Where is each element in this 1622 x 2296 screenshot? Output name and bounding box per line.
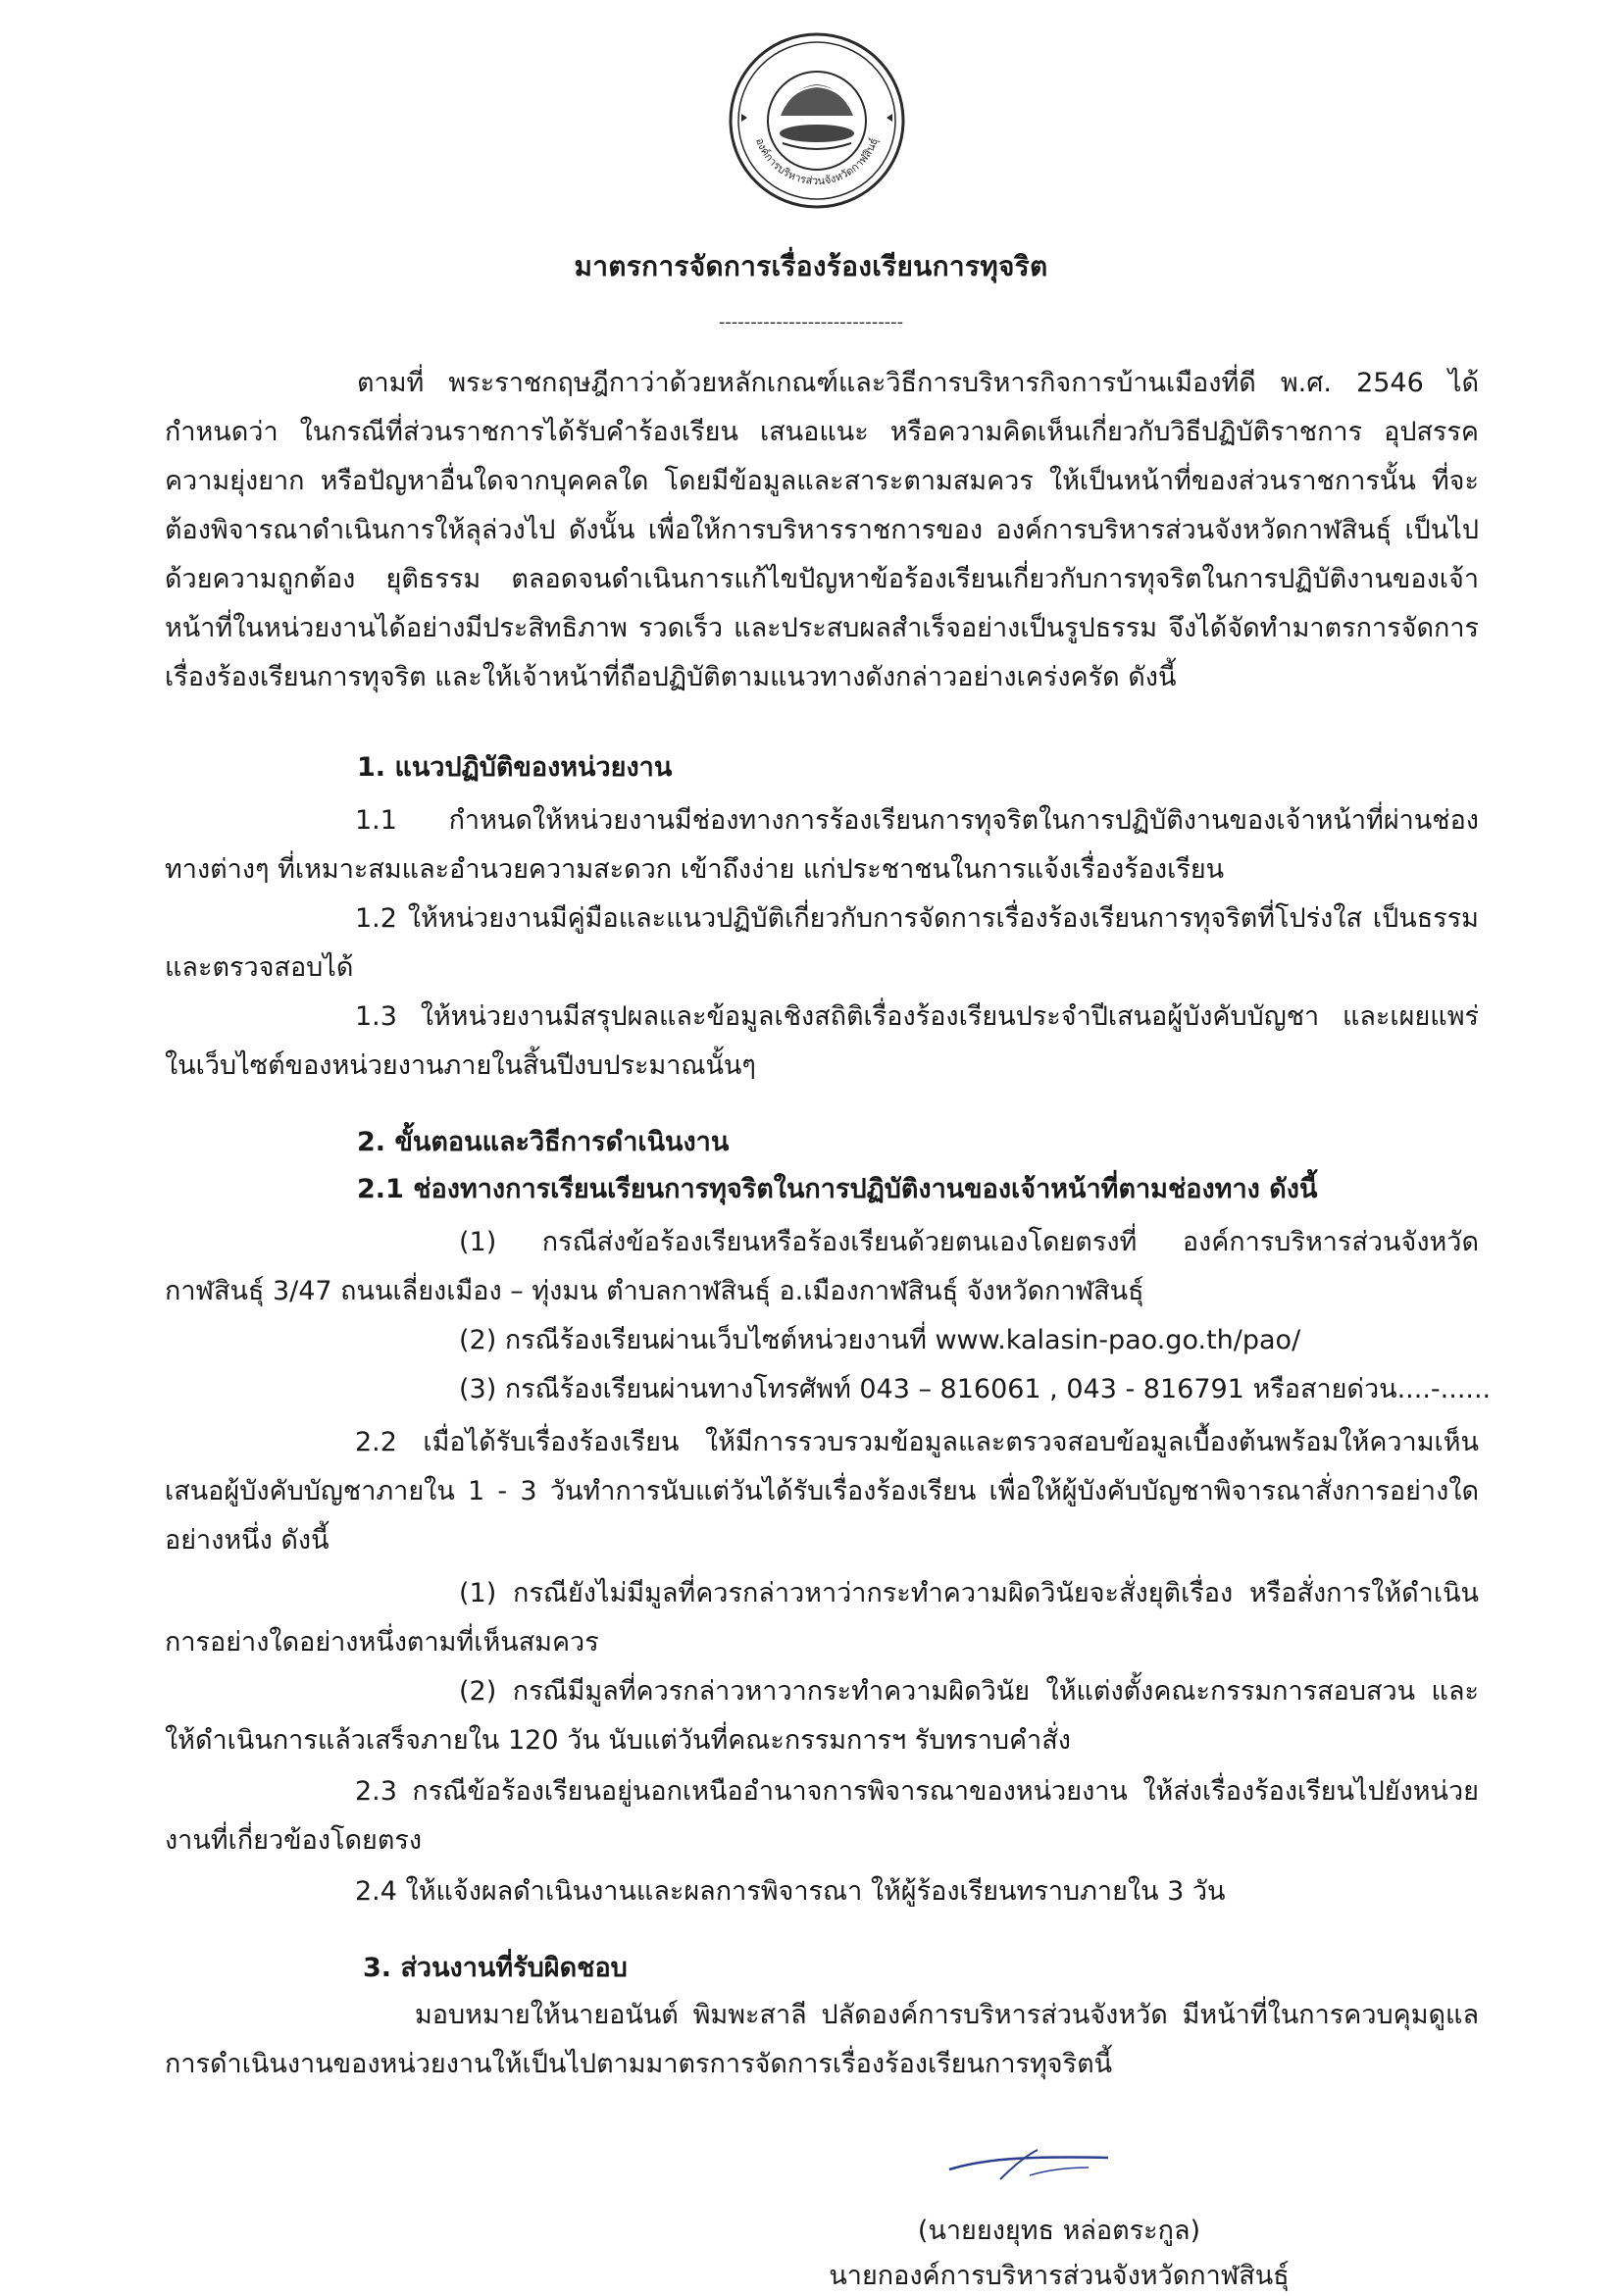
section3-paragraph [165, 1991, 1479, 2089]
item-2-2 [165, 1418, 1479, 1565]
item-1-3-text: 1.3 ให้หน่วยงานมีสรุปผลและข้อมูลเชิงสถิติเรื่องร้องเรียนประจำปีเสนอผู้บังคับบัญชา และเผยแพร่ในเว็บไซต์ของหน่วยงานภายในสิ้นปีงบประมาณนั้นๆ [165, 1001, 1479, 1081]
item-2-1 [357, 1165, 1317, 1214]
item-2-2-2-text: (2) กรณีมีมูลที่ควรกล่าวหาวากระทำความผิดวินัย ให้แต่งตั้งคณะกรรมการสอบสวน และให้ดำเนินการแล้วเสร็จภายใน 120 วัน นับแต่วันที่คณะกรรมการฯ รับทราบคำสั่ง [165, 1676, 1479, 1756]
item-1-2-text: 1.2 ให้หน่วยงานมีคู่มือและแนวปฏิบัติเกี่ยวกับการจัดการเรื่องร้องเรียนการทุจริตที่โปร่งใส เป็นธรรม และตรวจสอบได้ [165, 903, 1479, 983]
intro-text: ตามที่ พระราชกฤษฎีกาว่าด้วยหลักเกณฑ์และวิธีการบริหารกิจการบ้านเมืองที่ดี พ.ศ. 2546 ได้กำหนดว่า ในกรณีที่ส่วนราชการได้รับคำร้องเรียน เสนอแนะ หรือความคิดเห็นเกี่ยวกับวิธีปฏิบัติราชการ อุปสรรค ความยุ่งยาก หรือปัญหาอื่นใดจากบุคคลใด โดยมีข้อมูลและสาระตามสมควร ให้เป็นหน้าที่ของส่วนราชการนั้น ที่จะต้องพิจารณาดำเนินการให้ลุล่วงไป ดังนั้น เพื่อให้การบริหารราชการของ องค์การบริหารส่วนจังหวัดกาฬสินธุ์ เป็นไปด้วยความถูกต้อง ยุติธรรม ตลอดจนดำเนินการแก้ไขปัญหาข้อร้องเรียนเกี่ยวกับการทุจริตในการปฏิบัติงานของเจ้าหน้าที่ในหน่วยงานได้อย่างมีประสิทธิภาพ รวดเร็ว และประสบผลสำเร็จอย่างเป็นรูปธรรม จึงได้จัดทำมาตรการจัดการ เรื่องร้องเรียนการทุจริต และให้เจ้าหน้าที่ถือปฏิบัติตามแนวทางดังกล่าวอย่างเคร่งครัด ดังนี้ [165, 368, 1479, 692]
item-2-1-2-text: (2) กรณีร้องเรียนผ่านเว็บไซต์หน่วยงานที่ www.kalasin-pao.go.th/pao/ [459, 1325, 1301, 1355]
item-2-1-3 [459, 1365, 1491, 1414]
section2-heading: 2. ขั้นตอนและวิธีการดำเนินงาน [357, 1127, 730, 1157]
item-1-1-text: 1.1 กำหนดให้หน่วยงานมีช่องทางการร้องเรียนการทุจริตในการปฏิบัติงานของเจ้าหน้าที่ผ่านช่องทางต่างๆ ที่เหมาะสมและอำนวยความสะดวก เข้าถึงง่าย แก่ประชาชนในการแจ้งเรื่องร้องเรียน [165, 805, 1479, 885]
item-1-3 [165, 993, 1479, 1091]
item-2-1-3-text: (3) กรณีร้องเรียนผ่านทางโทรศัพท์ 043 – 816061 , 043 - 816791 หรือสายด่วน....-...... [459, 1374, 1492, 1404]
organization-seal-icon [724, 27, 910, 214]
item-2-4 [355, 1867, 1226, 1916]
svg-text:องค์การบริหารส่วนจังหวัดกาฬสิน [753, 136, 881, 187]
item-2-2-text: 2.2 เมื่อได้รับเรื่องร้องเรียน ให้มีการรวบรวมข้อมูลและตรวจสอบข้อมูลเบื้องต้นพร้อมให้ความเห็นเสนอผู้บังคับบัญชาภายใน 1 - 3 วันทำการนับแต่วันได้รับเรื่องร้องเรียน เพื่อให้ผู้บังคับบัญชาพิจารณาสั่งการอย่างใดอย่างหนึ่ง ดังนี้ [165, 1427, 1479, 1556]
item-2-1-1-text: (1) กรณีส่งข้อร้องเรียนหรือร้องเรียนด้วยตนเองโดยตรงที่ องค์การบริหารส่วนจังหวัดกาฬสินธุ์ 3/47 ถนนเลี่ยงเมือง – ทุ่งมน ตำบลกาฬสินธุ์ อ.เมืองกาฬสินธุ์ จังหวัดกาฬสินธุ์ [165, 1227, 1479, 1306]
signature-name: (นายยงยุทธ หล่อตระกูล) [917, 2216, 1201, 2246]
section3-body: มอบหมายให้นายอนันต์ พิมพะสาลี ปลัดองค์การบริหารส่วนจังหวัด มีหน้าที่ในการควบคุมดูแลการดำเนินงานของหน่วยงานให้เป็นไปตามมาตรการจัดการเรื่องร้องเรียนการทุจริตนี้ [165, 2000, 1479, 2079]
signature-position: นายกองค์การบริหารส่วนจังหวัดกาฬสินธุ์ [829, 2261, 1290, 2291]
item-2-2-1 [165, 1569, 1479, 1667]
item-2-2-1-text: (1) กรณียังไม่มีมูลที่ควรกล่าวหาว่ากระทำความผิดวินัยจะสั่งยุติเรื่อง หรือสั่งการให้ดำเนินการอย่างใดอย่างหนึ่งตามที่เห็นสมควร [165, 1578, 1479, 1658]
signature-icon [941, 2146, 1118, 2185]
item-2-3 [165, 1767, 1479, 1865]
item-2-1-2 [459, 1316, 1300, 1365]
seal-arc-text: องค์การบริหารส่วนจังหวัดกาฬสินธุ์ [753, 135, 881, 188]
item-1-2 [165, 894, 1479, 993]
item-2-3-text: 2.3 กรณีข้อร้องเรียนอยู่นอกเหนืออำนาจการพิจารณาของหน่วยงาน ให้ส่งเรื่องร้องเรียนไปยังหน่วยงานที่เกี่ยวข้องโดยตรง [165, 1776, 1479, 1856]
title-divider: ----------------------------- [718, 312, 904, 332]
page-title: มาตรการจัดการเรื่องร้องเรียนการทุจริต [574, 250, 1048, 282]
item-2-1-text: 2.1 ช่องทางการเรียนเรียนการทุจริตในการปฏิบัติงานของเจ้าหน้าที่ตามช่องทาง ดังนี้ [357, 1174, 1318, 1204]
intro-paragraph [165, 359, 1479, 702]
item-2-1-1 [165, 1218, 1479, 1316]
section1-heading: 1. แนวปฏิบัติของหน่วยงาน [357, 752, 673, 783]
item-1-1 [165, 796, 1479, 894]
section3-heading: 3. ส่วนงานที่รับผิดชอบ [363, 1953, 628, 1983]
item-2-2-2 [165, 1667, 1479, 1765]
item-2-4-text: 2.4 ให้แจ้งผลดำเนินงานและผลการพิจารณา ให้ผู้ร้องเรียนทราบภายใน 3 วัน [355, 1876, 1226, 1907]
